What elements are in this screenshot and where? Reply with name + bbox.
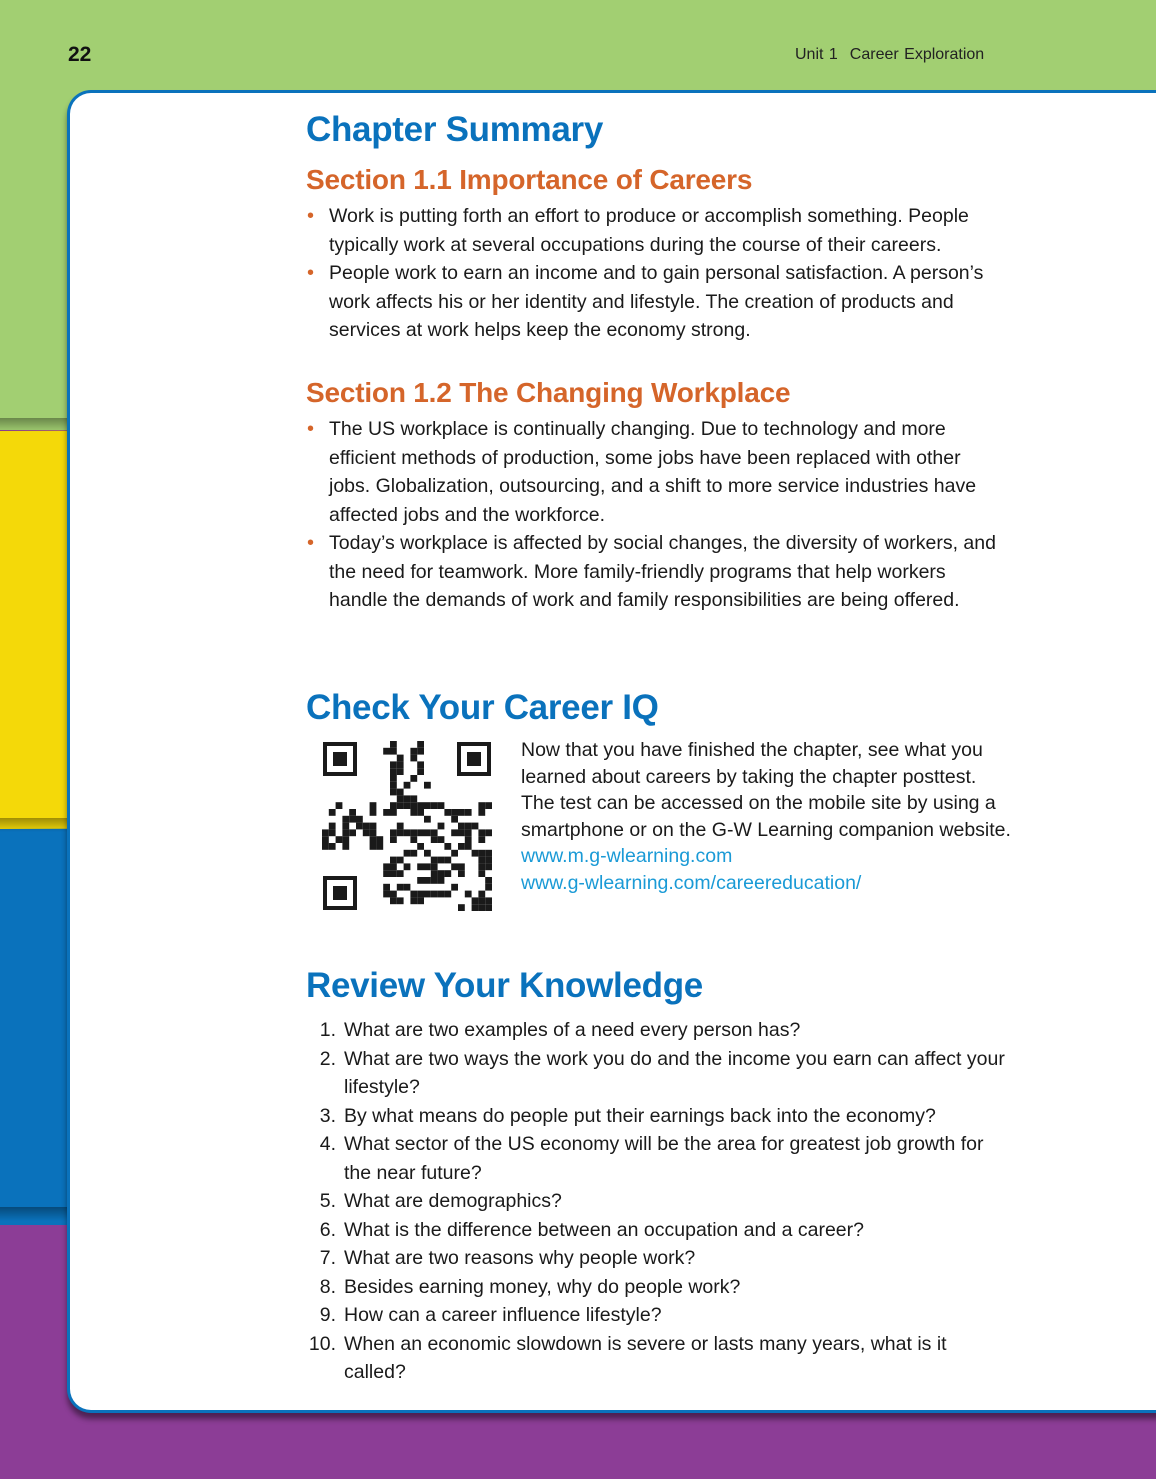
page-number: 22 xyxy=(68,43,92,66)
bullet-item: • Today’s workplace is affected by social changes, the diversity of workers, and the need for teamwork. More family-friendly programs that help workers handle the demands of work and family responsibilities are being offered. xyxy=(306,529,1006,615)
career-iq-paragraph: Now that you have finished the chapter, see what you learned about careers by taking the chapter posttest. The test can be accessed on the mobile site by using a smartphone or on the G-W Learning companion website. xyxy=(521,739,1011,841)
bullet-item: • Work is putting forth an effort to produce or accomplish something. People typically work at several occupations during the course of their careers. xyxy=(306,202,1006,259)
career-iq-title: Check Your Career IQ xyxy=(306,688,659,727)
bullet-item: • People work to earn an income and to gain personal satisfaction. A person’s work affects his or her identity and lifestyle. The creation of products and services at work helps keep the economy strong. xyxy=(306,259,1006,345)
question-item: 7. What are two reasons why people work? xyxy=(319,1247,696,1269)
question-item: 10. When an economic slowdown is severe or lasts many years, what is it called? xyxy=(308,1332,947,1383)
review-questions xyxy=(306,1016,1006,1387)
chapter-summary-title: Chapter Summary xyxy=(306,110,603,149)
question-item: 5. What are demographics? xyxy=(319,1190,562,1212)
question-item: 4. What sector of the US economy will be the area for greatest job growth for the near future? xyxy=(319,1133,984,1184)
section-1-2-heading: Section 1.2 The Changing Workplace xyxy=(306,377,791,408)
companion-site-link[interactable]: www.g-wlearning.com/careereducation/ xyxy=(521,871,862,894)
question-item: 9. How can a career influence lifestyle? xyxy=(319,1304,662,1326)
unit-title: Career Exploration xyxy=(849,46,985,63)
unit-label: Unit 1 xyxy=(795,46,838,63)
question-item: 2. What are two ways the work you do and the income you earn can affect your lifestyle? xyxy=(319,1047,1005,1098)
question-item: 6. What is the difference between an occupation and a career? xyxy=(319,1218,864,1241)
career-iq-body xyxy=(521,737,1011,897)
section-1-2-bullets xyxy=(306,415,1006,615)
question-item: 1. What are two examples of a need every person has? xyxy=(319,1019,801,1041)
running-head xyxy=(795,46,984,64)
question-item: 8. Besides earning money, why do people work? xyxy=(319,1275,741,1298)
mobile-site-link[interactable]: www.m.g-wlearning.com xyxy=(521,845,733,868)
qr-code-icon[interactable] xyxy=(322,741,492,911)
bullet-item: • The US workplace is continually changing. Due to technology and more efficient methods of production, some jobs have been replaced with other jobs. Globalization, outsourcing, and a shift to more service industries have affected jobs and the workforce. xyxy=(306,415,1006,529)
review-title: Review Your Knowledge xyxy=(306,966,703,1005)
section-1-1-heading: Section 1.1 Importance of Careers xyxy=(306,164,753,195)
question-item: 3. By what means do people put their earnings back into the economy? xyxy=(319,1104,936,1127)
section-1-1-bullets xyxy=(306,202,1006,345)
